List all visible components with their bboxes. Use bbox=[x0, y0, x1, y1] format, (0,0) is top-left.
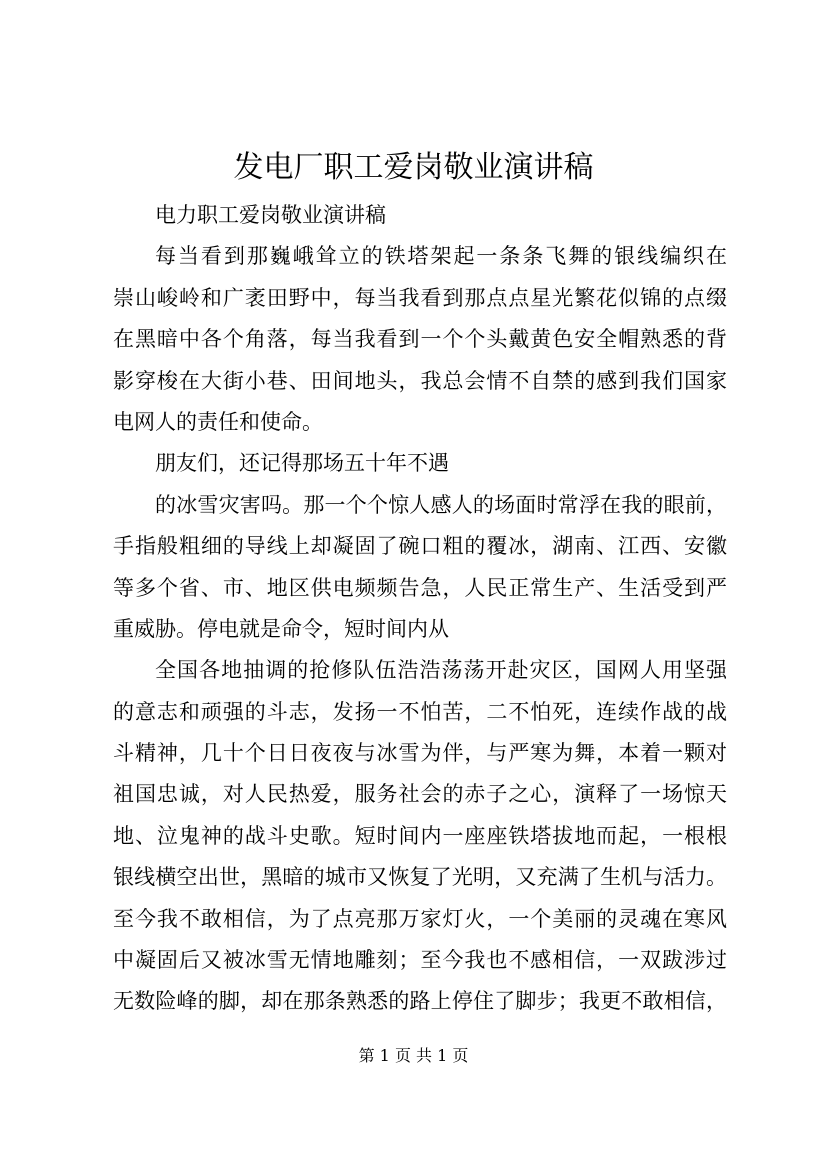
paragraph-line: 银线横空出世，黑暗的城市又恢复了光明，又充满了生机与活力。 bbox=[113, 865, 727, 890]
page-footer: 第 1 页 共 1 页 bbox=[358, 1046, 469, 1065]
paragraph-line: 全国各地抽调的抢修队伍浩浩荡荡开赴灾区，国网人用坚强 bbox=[155, 658, 727, 683]
paragraph-line: 重威胁。停电就是命令，短时间内从 bbox=[113, 616, 449, 641]
document-body bbox=[113, 195, 727, 1023]
paragraph-line: 至今我不敢相信，为了点亮那万家灯火，一个美丽的灵魂在寒风 bbox=[113, 906, 727, 931]
document-title: 发电厂职工爱岗敬业演讲稿 bbox=[233, 150, 594, 185]
paragraph-line: 无数险峰的脚，却在那条熟悉的路上停住了脚步；我更不敢相信， bbox=[113, 989, 727, 1014]
paragraph-line: 的意志和顽强的斗志，发扬一不怕苦，二不怕死，连续作战的战 bbox=[113, 699, 727, 724]
paragraph-line: 崇山峻岭和广袤田野中，每当我看到那点点星光繁花似锦的点缀 bbox=[113, 285, 727, 310]
paragraph-line: 斗精神，几十个日日夜夜与冰雪为伴，与严寒为舞，本着一颗对 bbox=[113, 741, 727, 766]
paragraph-line: 的冰雪灾害吗。那一个个惊人感人的场面时常浮在我的眼前， bbox=[155, 492, 727, 517]
paragraph-line: 朋友们，还记得那场五十年不遇 bbox=[155, 451, 449, 476]
paragraph-line: 中凝固后又被冰雪无情地雕刻；至今我也不感相信，一双跋涉过 bbox=[113, 948, 727, 973]
paragraph-line: 等多个省、市、地区供电频频告急，人民正常生产、生活受到严 bbox=[113, 575, 727, 600]
paragraph-line: 在黑暗中各个角落，每当我看到一个个头戴黄色安全帽熟悉的背 bbox=[113, 327, 727, 352]
paragraph-line: 每当看到那巍峨耸立的铁塔架起一条条飞舞的银线编织在 bbox=[155, 244, 727, 269]
paragraph-line: 影穿梭在大街小巷、田间地头，我总会情不自禁的感到我们国家 bbox=[113, 368, 727, 393]
paragraph-line: 祖国忠诚，对人民热爱，服务社会的赤子之心，演释了一场惊天 bbox=[113, 782, 727, 807]
paragraph-line: 手指般粗细的导线上却凝固了碗口粗的覆冰，湖南、江西、安徽 bbox=[113, 534, 727, 559]
paragraph-line: 电网人的责任和使命。 bbox=[113, 409, 323, 434]
paragraph-line: 地、泣鬼神的战斗史歌。短时间内一座座铁塔拔地而起，一根根 bbox=[113, 823, 727, 848]
subtitle-line: 电力职工爱岗敬业演讲稿 bbox=[155, 203, 386, 227]
